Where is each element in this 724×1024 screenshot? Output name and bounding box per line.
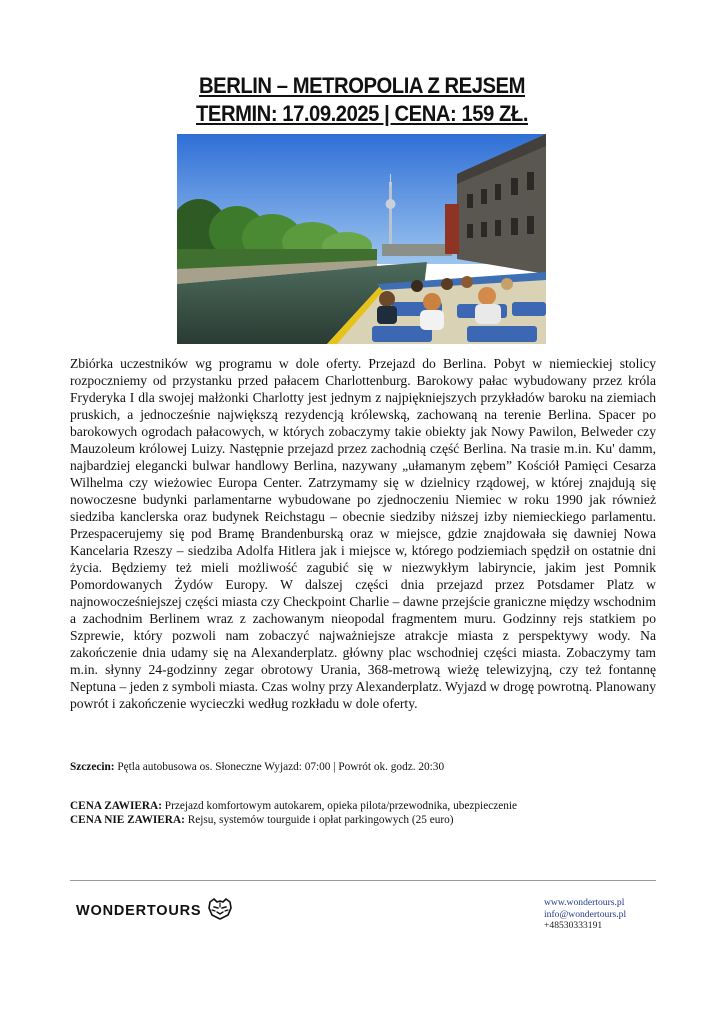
berlin-river-cruise-photo — [177, 134, 546, 344]
trip-description: Zbiórka uczestników wg programu w dole oferty. Przejazd do Berlina. Pobyt w niemieckiej stolicy rozpoczniemy od przystanku przed pałacem Charlottenburg. Barokowy pałac wybudowany przez króla Fryderyka I dla swojej małżonki Charlotty jest jednym z najpiękniejszych przykładów baroku na ziemiach pruskich, a jednocześnie największą rezydencją królewską, zachowaną na terenie Berlina. Spacer po barokowych ogrodach pałacowych, w których zobaczymy takie obiekty jak Nowy Pawilon, Belweder czy Mauzoleum królowej Luizy. Następnie przejazd przez zachodnią część Berlina. Na trasie m.in. Ku' damm, najbardziej elegancki bulwar handlowy Berlina, nazywany „ułamanym zębem” Kościół Pamięci Cesarza Wilhelma czy wieżowiec Europa Center. Zatrzymamy się w dzielnicy rządowej, w której znajdują się nowoczesne budynki parlamentarne wybudowane po zjednoczeniu Niemiec w roku 1990 jak również siedziba kanclerska oraz budynek Reichstagu – obecnie siedziby niższej izby niemieckiego parlamentu. Przespacerujemy się pod Bramę Brandenburską oraz w miejsce, gdzie znajdowała się dawniej Nowa Kancelaria Rzeszy – siedziba Adolfa Hitlera jak i miejsce w, którego podziemiach spędził on ostatnie dni życia. Będziemy też mieli możliwość zagubić się w niezwykłym labiryncie, jakim jest Pomnik Pomordowanych Żydów Europy. W dalszej części dnia przejazd przez Potsdamer Platz w najnowocześniejszej części miasta czy Checkpoint Charlie – dawne przejście graniczne między wschodnim a zachodnim Berlinem wraz z zachowanym nieopodal fragmentem muru. Godzinny rejs statkiem po Szprewie, który pozwoli nam zobaczyć najważniejsze atrakcje miasta z perspektywy wody. Na zakończenie dnia udamy się na Alexanderplatz. główny plac wschodniej części miasta. Zobaczymy tam m.in. słynny 24-godzinny zegar obrotowy Urania, 368-metrową wieżę telewizyjną, czy też fontannę Neptuna – jeden z symboli miasta. Czas wolny przy Alexanderplatz. Wyjazd w drogę powrotną. Planowany powrót i zakończenie wycieczki według rozkładu w dole oferty. — [70, 356, 656, 711]
price-includes-text: Przejazd komfortowym autokarem, opieka pilota/przewodnika, ubezpieczenie — [161, 800, 518, 812]
departure-city-label: Szczecin: — [70, 761, 115, 773]
contact-info — [544, 897, 626, 932]
email-link[interactable]: info@wondertours.pl — [544, 908, 627, 920]
trip-date-price: TERMIN: 17.09.2025 | CENA: 159 ZŁ. — [196, 101, 528, 126]
departure-details: Pętla autobusowa os. Słoneczne Wyjazd: 07:00 | Powrót ok. godz. 20:30 — [114, 761, 445, 773]
website-link[interactable]: www.wondertours.pl — [544, 897, 625, 908]
page-title: BERLIN – METROPOLIA Z REJSEM — [199, 73, 525, 98]
wondertours-logo — [76, 900, 233, 922]
tiger-head-icon — [207, 898, 233, 925]
footer-divider — [70, 880, 656, 881]
price-includes — [70, 799, 670, 813]
price-excludes-text: Rejsu, systemów tourguide i opłat parkingowych (25 euro) — [184, 814, 454, 826]
price-excludes — [70, 813, 670, 827]
logo-text: WONDERTOURS — [76, 903, 202, 919]
price-includes-label: CENA ZAWIERA: — [70, 800, 162, 812]
phone-number: +48530333191 — [544, 920, 603, 931]
departure-info — [70, 760, 670, 774]
price-excludes-label: CENA NIE ZAWIERA: — [70, 814, 185, 826]
